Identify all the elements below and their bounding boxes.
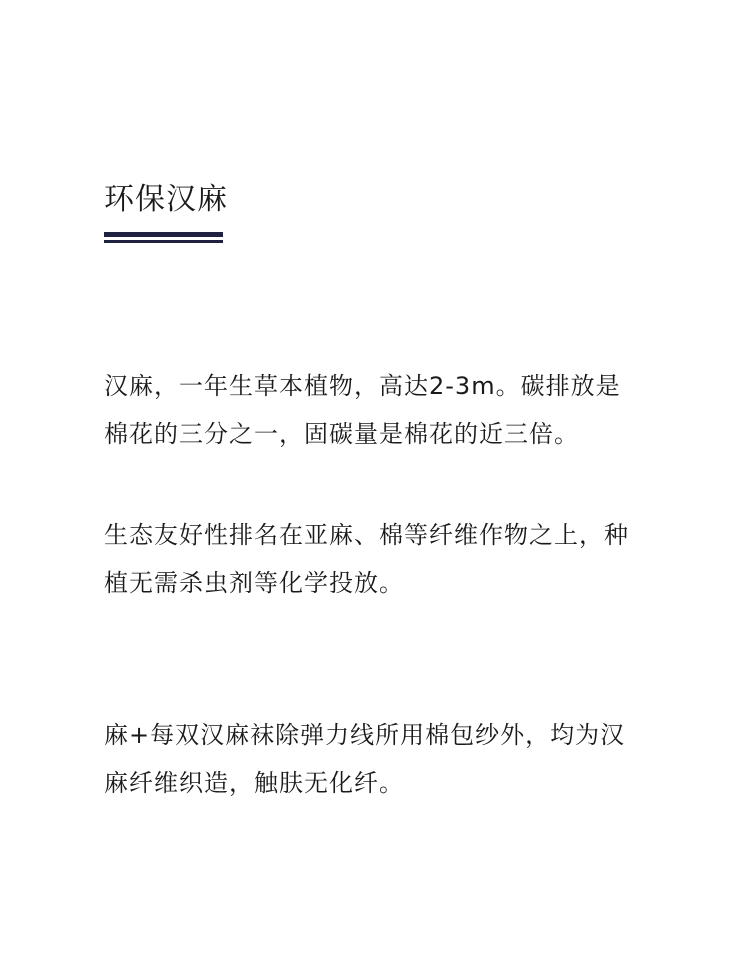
section-title: 环保汉麻: [104, 182, 228, 217]
underline-thin-bar: [104, 240, 223, 243]
paragraph-material: [104, 711, 652, 807]
underline-thick-bar: [104, 232, 223, 237]
paragraph-line: 植无需杀虫剂等化学投放。: [104, 569, 404, 597]
paragraph-line: 棉花的三分之一，固碳量是棉花的近三倍。: [104, 420, 579, 448]
paragraph-line: 麻纤维织造，触肤无化纤。: [104, 769, 404, 797]
paragraph-carbon: [104, 362, 652, 458]
paragraph-line: 汉麻，一年生草本植物，高达2-3m。碳排放是: [104, 372, 621, 400]
title-underline-decoration: [104, 232, 223, 244]
paragraph-eco-friendly: [104, 511, 652, 607]
paragraph-line: 麻+每双汉麻袜除弹力线所用棉包纱外，均为汉: [104, 721, 626, 749]
paragraph-line: 生态友好性排名在亚麻、棉等纤维作物之上，种: [104, 521, 629, 549]
